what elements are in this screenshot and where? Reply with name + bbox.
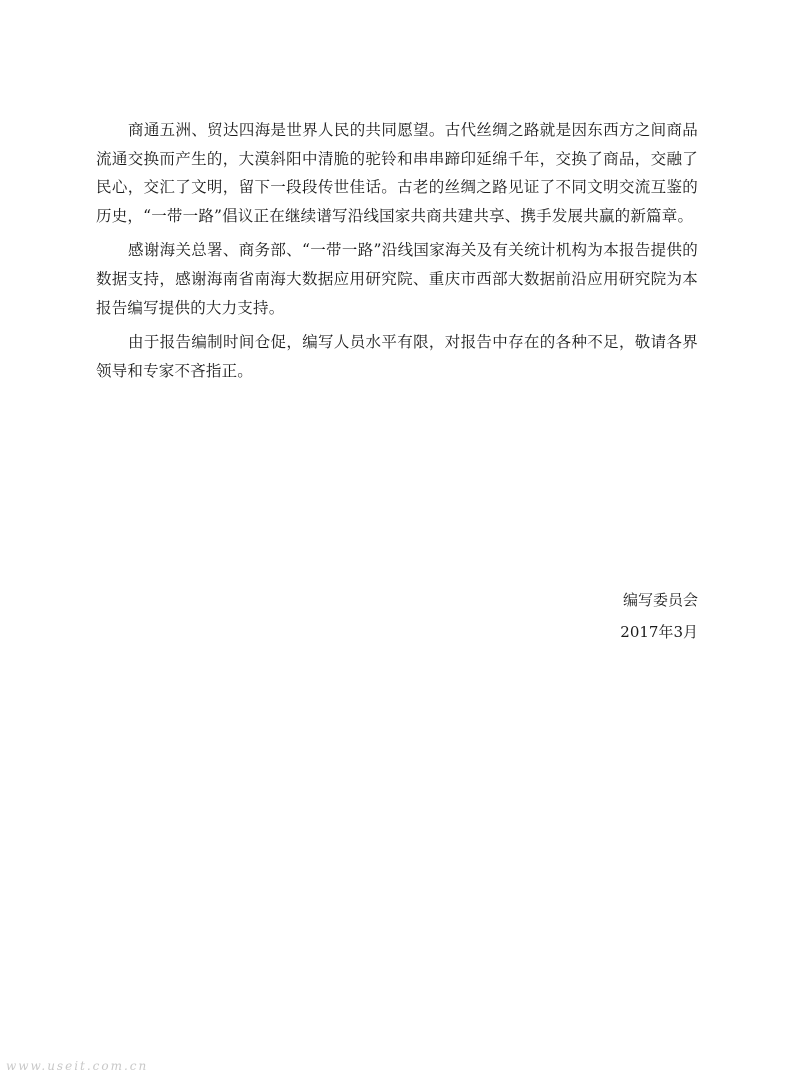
signature-date: 2017年3月: [620, 623, 698, 641]
paragraph-disclaimer: 由于报告编制时间仓促，编写人员水平有限，对报告中存在的各种不足，敬请各界领导和专家不吝指正。: [96, 333, 698, 380]
signature-author: 编写委员会: [622, 591, 698, 609]
signature-block: [620, 584, 698, 648]
paragraph-intro: 商通五洲、贸达四海是世界人民的共同愿望。古代丝绸之路就是因东西方之间商品流通交换而产生的，大漠斜阳中清脆的驼铃和串串蹄印延绵千年，交换了商品，交融了民心，交汇了文明，留下一段段传世佳话。古老的丝绸之路见证了不同文明交流互鉴的历史，“一带一路”倡议正在继续谱写沿线国家共商共建共享、携手发展共赢的新篇章。: [96, 121, 698, 225]
paragraph-acknowledgements: 感谢海关总署、商务部、“一带一路”沿线国家海关及有关统计机构为本报告提供的数据支持，感谢海南省南海大数据应用研究院、重庆市西部大数据前沿应用研究院为本报告编写提供的大力支持。: [96, 241, 698, 317]
watermark-text: www.useit.com.cn: [6, 1059, 149, 1073]
document-body: [96, 116, 698, 391]
